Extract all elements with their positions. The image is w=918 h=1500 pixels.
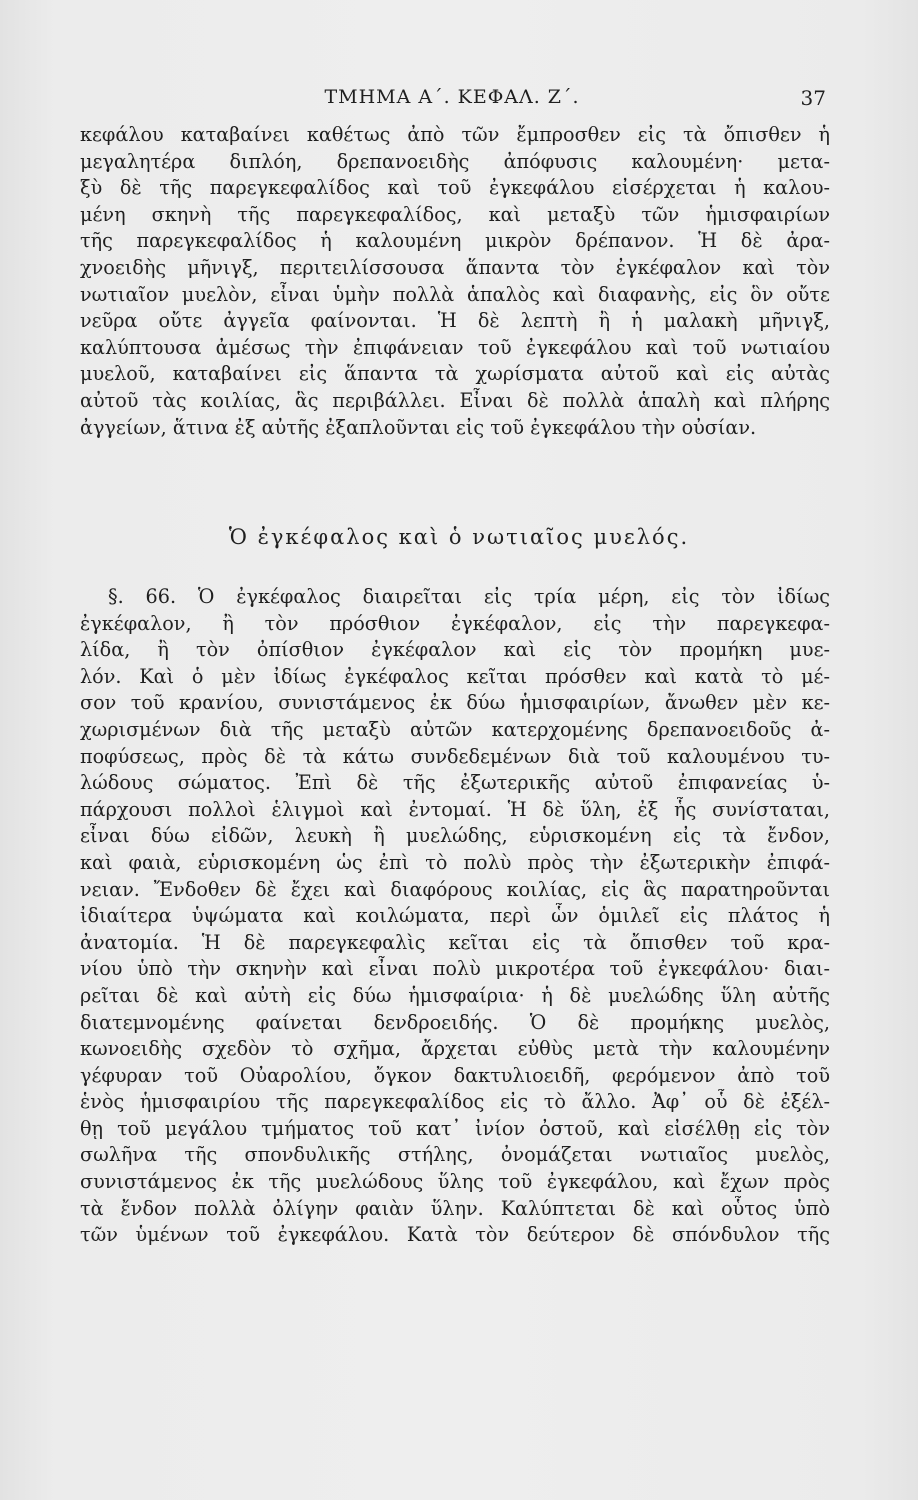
text-line: νίου ὑπὸ τὴν σκηνὴν καὶ εἶναι πολὺ μικροτέρα τοῦ ἐγκεφάλου· διαι- — [80, 957, 830, 981]
text-line: λώδους σώματος. Ἐπὶ δὲ τῆς ἐξωτερικῆς αὐτοῦ ἐπιφανείας ὑ- — [80, 771, 830, 795]
chapter-heading: ΤΜΗΜΑ Α΄. ΚΕΦΑΛ. Ζ΄. — [324, 86, 580, 108]
text-line: ἐγκέφαλον, ἢ τὸν πρόσθιον ἐγκέφαλον, εἰς τὴν παρεγκεφα- — [80, 611, 830, 635]
text-line: πάρχουσι πολλοὶ ἑλιγμοὶ καὶ ἐντομαί. Ἡ δὲ ὕλη, ἐξ ἧς συνίσταται, — [80, 797, 830, 821]
text-line: γέφυραν τοῦ Οὐαρολίου, ὄγκον δακτυλιοειδῆ, φερόμενον ἀπὸ τοῦ — [80, 1063, 830, 1087]
text-line: λίδα, ἢ τὸν ὀπίσθιον ἐγκέφαλον καὶ εἰς τὸν προμήκη μυε- — [80, 638, 830, 662]
text-line: τὰ ἔνδον πολλὰ ὀλίγην φαιὰν ὕλην. Καλύπτεται δὲ καὶ οὗτος ὑπὸ — [80, 1196, 830, 1220]
text-line: τῶν ὑμένων τοῦ ἐγκεφάλου. Κατὰ τὸν δεύτερον δὲ σπόνδυλον τῆς — [80, 1223, 830, 1247]
text-line: σον τοῦ κρανίου, συνιστάμενος ἐκ δύω ἡμισφαιρίων, ἄνωθεν μὲν κε- — [80, 691, 830, 715]
text-line: διατεμνομένης φαίνεται δενδροειδής. Ὁ δὲ προμήκης μυελὸς, — [80, 1010, 830, 1034]
text-line: νεῦρα οὔτε ἀγγεῖα φαίνονται. Ἡ δὲ λεπτὴ ἢ ἡ μαλακὴ μῆνιγξ, — [80, 309, 830, 333]
text-line: νωτιαῖον μυελὸν, εἶναι ὑμὴν πολλὰ ἁπαλὸς καὶ διαφανὴς, εἰς ὃν οὔτε — [80, 282, 830, 306]
text-line: τῆς παρεγκεφαλίδος ἡ καλουμένη μικρὸν δρέπανον. Ἡ δὲ ἀρα- — [80, 229, 830, 253]
section-heading: Ὁ ἐγκέφαλος καὶ ὁ νωτιαῖος μυελός. — [228, 525, 690, 549]
text-line: καὶ φαιὰ, εὑρισκομένη ὡς ἐπὶ τὸ πολὺ πρὸς τὴν ἐξωτερικὴν ἐπιφά- — [80, 850, 830, 874]
text-line: ἀγγείων, ἅτινα ἐξ αὐτῆς ἐξαπλοῦνται εἰς τοῦ ἐγκεφάλου τὴν οὐσίαν. — [80, 415, 757, 439]
text-line: χωρισμένων διὰ τῆς μεταξὺ αὐτῶν κατερχομένης δρεπανοειδοῦς ἀ- — [80, 717, 830, 741]
paragraph-section-66 — [80, 584, 830, 1249]
text-line: ξὺ δὲ τῆς παρεγκεφαλίδος καὶ τοῦ ἐγκεφάλου εἰσέρχεται ἡ καλου- — [80, 176, 830, 200]
text-line: μυελοῦ, καταβαίνει εἰς ἅπαντα τὰ χωρίσματα αὐτοῦ καὶ εἰς αὐτὰς — [80, 362, 830, 386]
text-line: χνοειδὴς μῆνιγξ, περιτειλίσσουσα ἅπαντα τὸν ἐγκέφαλον καὶ τὸν — [80, 255, 830, 279]
text-line: ἰδιαίτερα ὑψώματα καὶ κοιλώματα, περὶ ὧν ὁμιλεῖ εἰς πλάτος ἡ — [80, 904, 830, 928]
text-line: λόν. Καὶ ὁ μὲν ἰδίως ἐγκέφαλος κεῖται πρόσθεν καὶ κατὰ τὸ μέ- — [80, 664, 830, 688]
text-line: νειαν. Ἔνδοθεν δὲ ἔχει καὶ διαφόρους κοιλίας, εἰς ἃς παρατηροῦνται — [80, 877, 830, 901]
text-line: συνιστάμενος ἐκ τῆς μυελώδους ὕλης τοῦ ἐγκεφάλου, καὶ ἔχων πρὸς — [80, 1170, 830, 1194]
running-head — [78, 86, 826, 116]
text-line: κωνοειδὴς σχεδὸν τὸ σχῆμα, ἄρχεται εὐθὺς μετὰ τὴν καλουμένην — [80, 1037, 830, 1061]
text-line: αὐτοῦ τὰς κοιλίας, ἃς περιβάλλει. Εἶναι δὲ πολλὰ ἁπαλὴ καὶ πλήρης — [80, 388, 830, 412]
text-line: μεγαλητέρα διπλόη, δρεπανοειδὴς ἀπόφυσις καλουμένη· μετα- — [80, 149, 830, 173]
text-line: κεφάλου καταβαίνει καθέτως ἀπὸ τῶν ἔμπροσθεν εἰς τὰ ὄπισθεν ἡ — [80, 123, 830, 146]
paragraph-continuation — [80, 122, 830, 441]
text-line: καλύπτουσα ἀμέσως τὴν ἐπιφάνειαν τοῦ ἐγκεφάλου καὶ τοῦ νωτιαίου — [80, 335, 830, 359]
text-line: μένη σκηνὴ τῆς παρεγκεφαλίδος, καὶ μεταξὺ τῶν ἡμισφαιρίων — [80, 202, 830, 226]
text-line: ποφύσεως, πρὸς δὲ τὰ κάτω συνδεδεμένων διὰ τοῦ καλουμένου τυ- — [80, 744, 830, 768]
text-line: ρεῖται δὲ καὶ αὐτὴ εἰς δύω ἡμισφαίρια· ἡ δὲ μυελώδης ὕλη αὐτῆς — [80, 983, 830, 1007]
text-line: ἑνὸς ἡμισφαιρίου τῆς παρεγκεφαλίδος εἰς τὸ ἄλλο. Ἀφ᾽ οὗ δὲ ἐξέλ- — [80, 1090, 830, 1114]
page-number: 37 — [800, 86, 826, 110]
text-line: εἶναι δύω εἰδῶν, λευκὴ ἢ μυελώδης, εὑρισκομένη εἰς τὰ ἔνδον, — [80, 824, 830, 848]
text-line: σωλῆνα τῆς σπονδυλικῆς στήλης, ὀνομάζεται νωτιαῖος μυελὸς, — [80, 1143, 830, 1167]
text-line: θῃ τοῦ μεγάλου τμήματος τοῦ κατ᾽ ἰνίον ὀστοῦ, καὶ εἰσέλθῃ εἰς τὸν — [80, 1116, 830, 1140]
text-line: §. 66. Ὁ ἐγκέφαλος διαιρεῖται εἰς τρία μέρη, εἰς τὸν ἰδίως — [108, 585, 830, 608]
text-line: ἀνατομία. Ἡ δὲ παρεγκεφαλὶς κεῖται εἰς τὰ ὄπισθεν τοῦ κρα- — [80, 930, 830, 954]
